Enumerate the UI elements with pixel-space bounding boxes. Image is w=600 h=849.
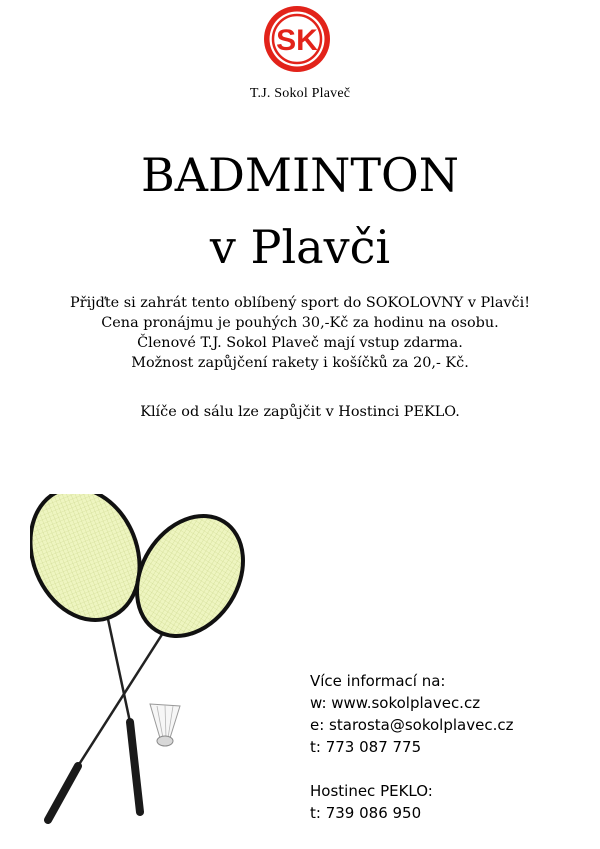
intro-line: Možnost zapůjčení rakety i košíčků za 20,- Kč. <box>131 355 469 371</box>
page-title-line1: BADMINTON <box>140 148 460 202</box>
organization-name: T.J. Sokol Plaveč <box>249 86 351 101</box>
intro-line: Členové T.J. Sokol Plaveč mají vstup zdarma. <box>137 335 463 351</box>
contact-web: w: www.sokolplavec.cz <box>310 694 481 712</box>
intro-line: Cena pronájmu je pouhých 30,-Kč za hodinu na osobu. <box>101 315 499 331</box>
contact-info <box>310 670 513 824</box>
contact-phone: t: 773 087 775 <box>310 738 422 756</box>
contact-heading: Více informací na: <box>310 672 446 690</box>
venue-phone: t: 739 086 950 <box>310 804 422 822</box>
keys-note: Klíče od sálu lze zapůjčit v Hostinci PEKLO. <box>140 404 460 420</box>
page-title-line2: v Plavči <box>209 220 391 274</box>
venue-name: Hostinec PEKLO: <box>310 782 433 800</box>
logo-letters: SK <box>276 24 318 57</box>
intro-text <box>0 293 600 373</box>
contact-spacer <box>310 758 513 780</box>
badminton-rackets-shuttlecock-icon <box>30 494 290 834</box>
shuttlecock <box>150 704 180 746</box>
contact-email: e: starosta@sokolplavec.cz <box>310 716 514 734</box>
intro-line: Přijďte si zahrát tento oblíbený sport do SOKOLOVNY v Plavči! <box>70 295 530 311</box>
sokol-logo-icon <box>262 4 332 74</box>
racket-left <box>30 494 159 812</box>
